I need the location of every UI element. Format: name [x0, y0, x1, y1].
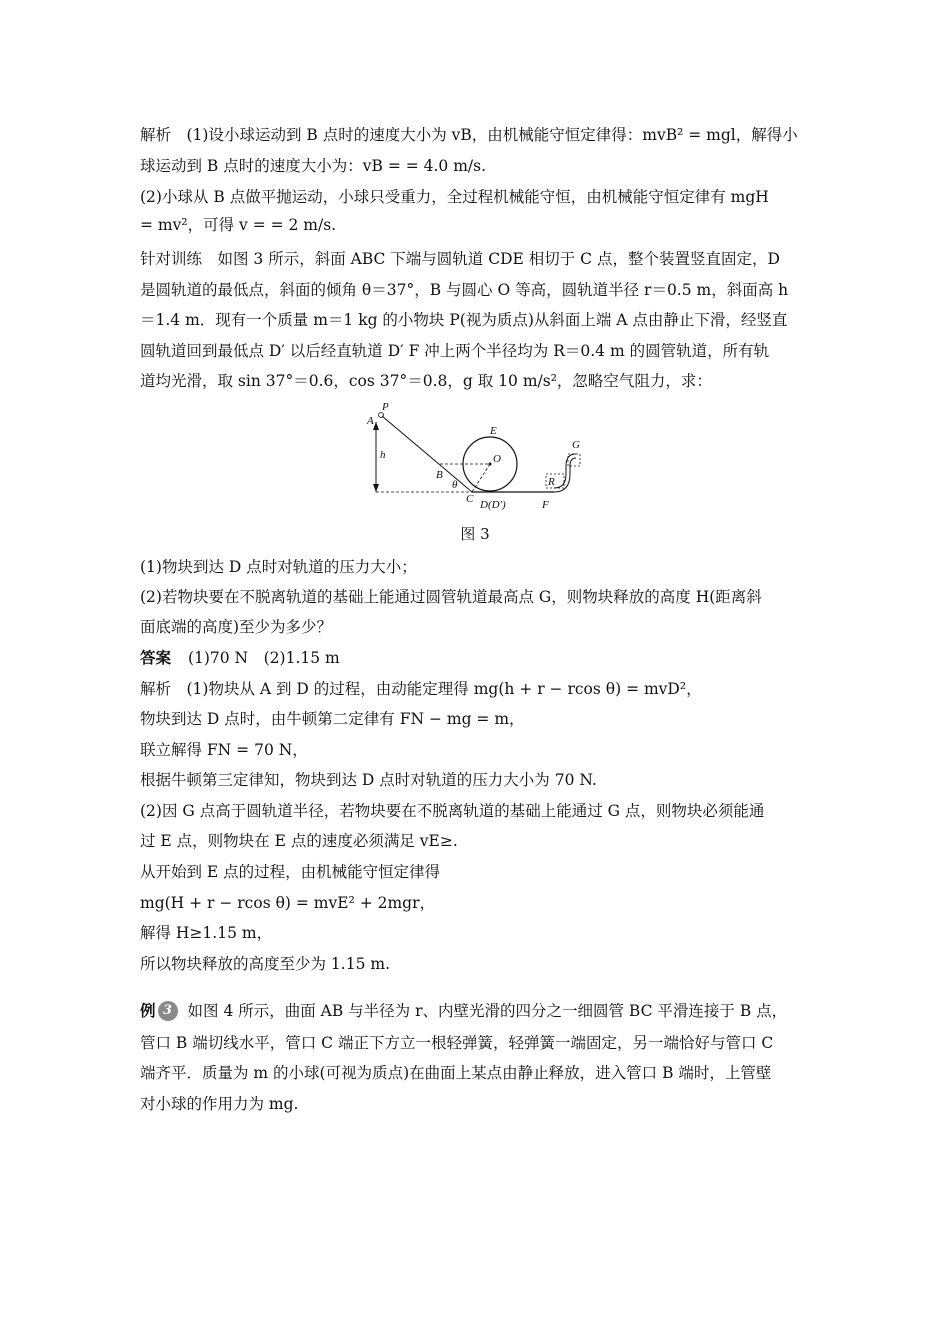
label-b: B [436, 469, 443, 481]
incline-line [382, 416, 472, 492]
solution-line: 联立解得 FN = 70 N， [140, 741, 308, 759]
solution-line: 解得 H≥1.15 m， [140, 924, 273, 942]
label-o: O [493, 453, 501, 465]
figure-3-diagram [362, 398, 592, 514]
example-number-badge: 3 [158, 1001, 178, 1021]
text-line: 圆轨道回到最低点 D′ 以后经直轨道 D′ F 冲上两个半径均为 R＝0.4 m 的圆管轨道，所有轨 [140, 342, 770, 360]
question-line: (1)物块到达 D 点时对轨道的压力大小； [140, 558, 417, 576]
text-line: = mv²，可得 v = = 2 m/s. [140, 216, 337, 234]
solution-line: mg(H + r − rcos θ) = mvE² + 2mgr， [140, 894, 436, 912]
answer-text: (1)70 N (2)1.15 m [187, 649, 340, 667]
label-h: h [380, 449, 386, 461]
solution-line: 所以物块释放的高度至少为 1.15 m. [140, 955, 390, 973]
example-line: 对小球的作用力为 mg. [140, 1095, 299, 1113]
label-g: G [572, 439, 580, 451]
example-line: 管口 B 端切线水平，管口 C 端正下方立一根轻弹簧，轻弹簧一端固定，另一端恰好与管口 C [140, 1034, 774, 1052]
pipe-top-outer [570, 458, 576, 466]
text-line: 道均光滑，取 sin 37°＝0.6，cos 37°＝0.8，g 取 10 m/s²，忽略空气阻力，求： [140, 372, 712, 390]
solution-line: 解析 (1)物块从 A 到 D 的过程，由动能定理得 mg(h + r − rcos θ) = mvD²， [140, 680, 702, 698]
label-theta: θ [452, 479, 458, 491]
label-c: C [466, 493, 474, 505]
text-line: ＝1.4 m．现有一个质量 m＝1 kg 的小物块 P(视为质点)从斜面上端 A 点由静止下滑，经竖直 [140, 311, 788, 329]
figure-caption: 图 3 [460, 525, 490, 543]
text-line: 针对训练 如图 3 所示，斜面 ABC 下端与圆轨道 CDE 相切于 C 点，整个装置竖直固定，D [140, 250, 780, 268]
answer-line [140, 647, 812, 669]
solution-line: (2)因 G 点高于圆轨道半径，若物块要在不脱离轨道的基础上能通过 G 点，则物块必须能通 [140, 802, 765, 820]
label-a: A [367, 415, 374, 427]
text-line: 是圆轨道的最低点，斜面的倾角 θ＝37°，B 与圆心 O 等高，圆轨道半径 r＝0.5 m，斜面高 h [140, 281, 789, 299]
solution-line: 过 E 点，则物块在 E 点的速度必须满足 vE≥. [140, 832, 458, 850]
text-line: (2)小球从 B 点做平抛运动，小球只受重力，全过程机械能守恒，由机械能守恒定律有 mgH [140, 188, 769, 206]
example-line [140, 1000, 812, 1022]
text-line: 解析 (1)设小球运动到 B 点时的速度大小为 vB，由机械能守恒定律得：mvB² = mgl，解得小 [140, 126, 798, 144]
label-f: F [542, 499, 549, 511]
solution-line: 根据牛顿第三定律知，物块到达 D 点时对轨道的压力大小为 70 N. [140, 771, 597, 789]
solution-line: 从开始到 E 点的过程，由机械能守恒定律得 [140, 863, 441, 881]
center-o [489, 463, 492, 466]
label-r: R [548, 476, 555, 488]
question-line: (2)若物块要在不脱离轨道的基础上能通过圆管轨道最高点 G，则物块释放的高度 H(距离斜 [140, 588, 762, 606]
text-line: 球运动到 B 点时的速度大小为：vB = = 4.0 m/s. [140, 157, 487, 175]
example-line: 端齐平．质量为 m 的小球(可视为质点)在曲面上某点由静止释放，进入管口 B 端时，上管壁 [140, 1064, 772, 1082]
label-e: E [490, 425, 497, 437]
block-p [379, 413, 384, 418]
solution-line: 物块到达 D 点时，由牛顿第二定律有 FN − mg = m， [140, 710, 525, 728]
example-text: 如图 4 所示，曲面 AB 与半径为 r、内壁光滑的四分之一细圆管 BC 平滑连接于 B 点， [187, 1002, 788, 1020]
answer-label: 答案 [140, 649, 172, 667]
label-d: D(D′) [480, 499, 506, 511]
question-line: 面底端的高度)至少为多少？ [140, 618, 333, 636]
arrow-up-icon [373, 422, 379, 430]
arrow-down-icon [373, 484, 379, 492]
example-label: 例 [140, 1002, 156, 1020]
label-p: P [382, 401, 389, 413]
radius-line [472, 464, 490, 492]
